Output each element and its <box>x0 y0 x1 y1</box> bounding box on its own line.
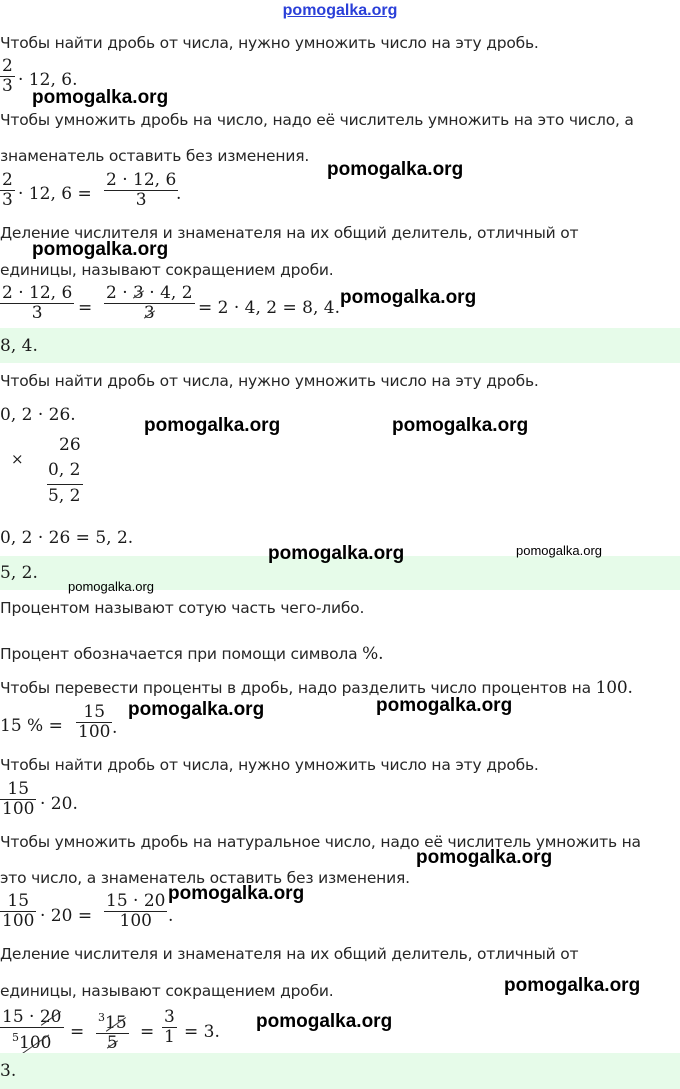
expr-period: . <box>112 718 118 738</box>
watermark-text: pomogalka.org <box>144 415 281 436</box>
expr-equals: = <box>140 1022 155 1042</box>
watermark-text: pomogalka.org <box>68 579 154 594</box>
expr-equals: = <box>70 1022 85 1042</box>
rule-multiply-line2: это число, а знаменатель оставить без изменения. <box>0 869 410 887</box>
fraction-numerator: 2 <box>2 170 13 190</box>
fraction-denominator: 3 <box>135 190 147 210</box>
fraction-numerator: 2 · 12, 6 <box>2 283 73 303</box>
watermark-text: pomogalka.org <box>504 975 641 996</box>
fraction-numerator <box>104 284 195 304</box>
watermark-text: pomogalka.org <box>392 415 529 436</box>
watermark-text: pomogalka.org <box>168 883 305 904</box>
fraction-numerator <box>0 1008 64 1028</box>
expr-middle: · 12, 6 = <box>18 184 92 204</box>
percent-symbol-line <box>0 644 383 664</box>
watermark-text: pomogalka.org <box>128 699 265 720</box>
fraction-denominator: 100 <box>2 799 35 819</box>
expr-tail: = 3. <box>184 1022 220 1042</box>
expr-middle: · 20 = <box>40 906 93 926</box>
watermark-text: pomogalka.org <box>268 543 405 564</box>
rule-reduce-line2: единицы, называют сокращением дроби. <box>0 261 334 279</box>
expr-period: . <box>168 906 174 926</box>
fraction-denominator: 3 <box>2 190 13 210</box>
cancelled-denominator: 3 <box>143 303 155 323</box>
watermark-text: pomogalka.org <box>32 87 169 108</box>
watermark-text: pomogalka.org <box>340 287 477 308</box>
answer-value: 8, 4. <box>0 336 38 356</box>
column-rule <box>47 484 83 485</box>
rule-multiply-line2: знаменатель оставить без изменения. <box>0 147 310 165</box>
watermark-text: pomogalka.org <box>376 695 513 716</box>
rule-fraction-of-number: Чтобы найти дробь от числа, нужно умножить число на эту дробь. <box>0 34 539 52</box>
column-result: 5, 2 <box>48 486 81 506</box>
reduced-value: 5 <box>12 1031 20 1044</box>
expr-tail: · 12, 6. <box>18 70 78 90</box>
rule-multiply-line1: Чтобы умножить дробь на число, надо её числитель умножить на это число, а <box>0 111 634 129</box>
answer-value: 5, 2. <box>0 563 38 583</box>
numerator-part: 15 · <box>2 1007 35 1027</box>
answer-value: 3. <box>0 1061 17 1081</box>
watermark-text: pomogalka.org <box>327 159 464 180</box>
cancelled-factor: 20 <box>39 1007 62 1027</box>
rule-reduce-line2: единицы, называют сокращением дроби. <box>0 982 334 1000</box>
expr-lhs: 15 % = <box>0 716 63 736</box>
percent-definition: Процентом называют сотую часть чего-либо. <box>0 599 365 617</box>
fraction-denominator: 100 <box>119 911 152 931</box>
percent-symbol: %. <box>362 644 384 664</box>
header-watermark-link[interactable]: pomogalka.org <box>282 2 398 19</box>
expr-tail: = 2 · 4, 2 = 8, 4. <box>198 298 341 318</box>
fraction-denominator: 1 <box>164 1027 175 1047</box>
rule-multiply-line1: Чтобы умножить дробь на натуральное число, надо её числитель умножить на <box>0 833 641 851</box>
numerator-part: 2 · <box>106 283 128 303</box>
rule-reduce-line1: Деление числителя и знаменателя на их общий делитель, отличный от <box>0 945 579 963</box>
expr-product: 0, 2 · 26. <box>0 405 76 425</box>
fraction-numerator: 15 <box>76 703 112 723</box>
expr-result: 0, 2 · 26 = 5, 2. <box>0 528 134 548</box>
watermark-text: pomogalka.org <box>32 239 169 260</box>
answer-band <box>0 1053 680 1089</box>
cancelled-denominator: 5 <box>106 1032 118 1053</box>
fraction-numerator: 2 <box>2 56 13 76</box>
fraction-denominator: 100 <box>2 911 35 931</box>
column-multiplier: 0, 2 <box>48 460 81 480</box>
times-sign: × <box>11 450 24 468</box>
rule-fraction-of-number: Чтобы найти дробь от числа, нужно умножить число на эту дробь. <box>0 372 539 390</box>
fraction-denominator: 3 <box>2 76 13 96</box>
percent-to-fraction-line <box>0 678 633 698</box>
percent-to-fraction-text: Чтобы перевести проценты в дробь, надо разделить число процентов на <box>0 679 591 697</box>
watermark-text: pomogalka.org <box>516 543 602 558</box>
reduced-value: 3 <box>98 1011 105 1024</box>
percent-divisor: 100. <box>595 678 633 698</box>
numerator-part: · 4, 2 <box>149 283 193 303</box>
percent-symbol-text: Процент обозначается при помощи символа <box>0 645 358 663</box>
rule-reduce-line1: Деление числителя и знаменателя на их общий делитель, отличный от <box>0 224 579 242</box>
cancelled-numerator: 15 <box>105 1012 127 1033</box>
watermark-text: pomogalka.org <box>416 847 553 868</box>
expr-tail: · 20. <box>40 794 78 814</box>
fraction-numerator: 3 <box>164 1007 175 1027</box>
fraction-numerator: 2 · 12, 6 <box>106 170 177 190</box>
cancelled-denominator: 100 <box>19 1032 52 1053</box>
fraction-numerator: 15 · 20 <box>106 891 166 911</box>
cancelled-factor: 3 <box>133 283 144 303</box>
column-top: 26 <box>59 435 81 455</box>
fraction-numerator: 15 <box>0 892 36 912</box>
rule-fraction-of-number: Чтобы найти дробь от числа, нужно умножить число на эту дробь. <box>0 756 539 774</box>
fraction-denominator: 3 <box>31 303 43 323</box>
fraction-numerator: 15 <box>0 780 36 800</box>
watermark-text: pomogalka.org <box>256 1011 393 1032</box>
expr-period: . <box>176 184 182 204</box>
answer-band <box>0 328 680 363</box>
fraction-denominator: 100 <box>78 722 111 742</box>
expr-equals: = <box>78 298 93 318</box>
